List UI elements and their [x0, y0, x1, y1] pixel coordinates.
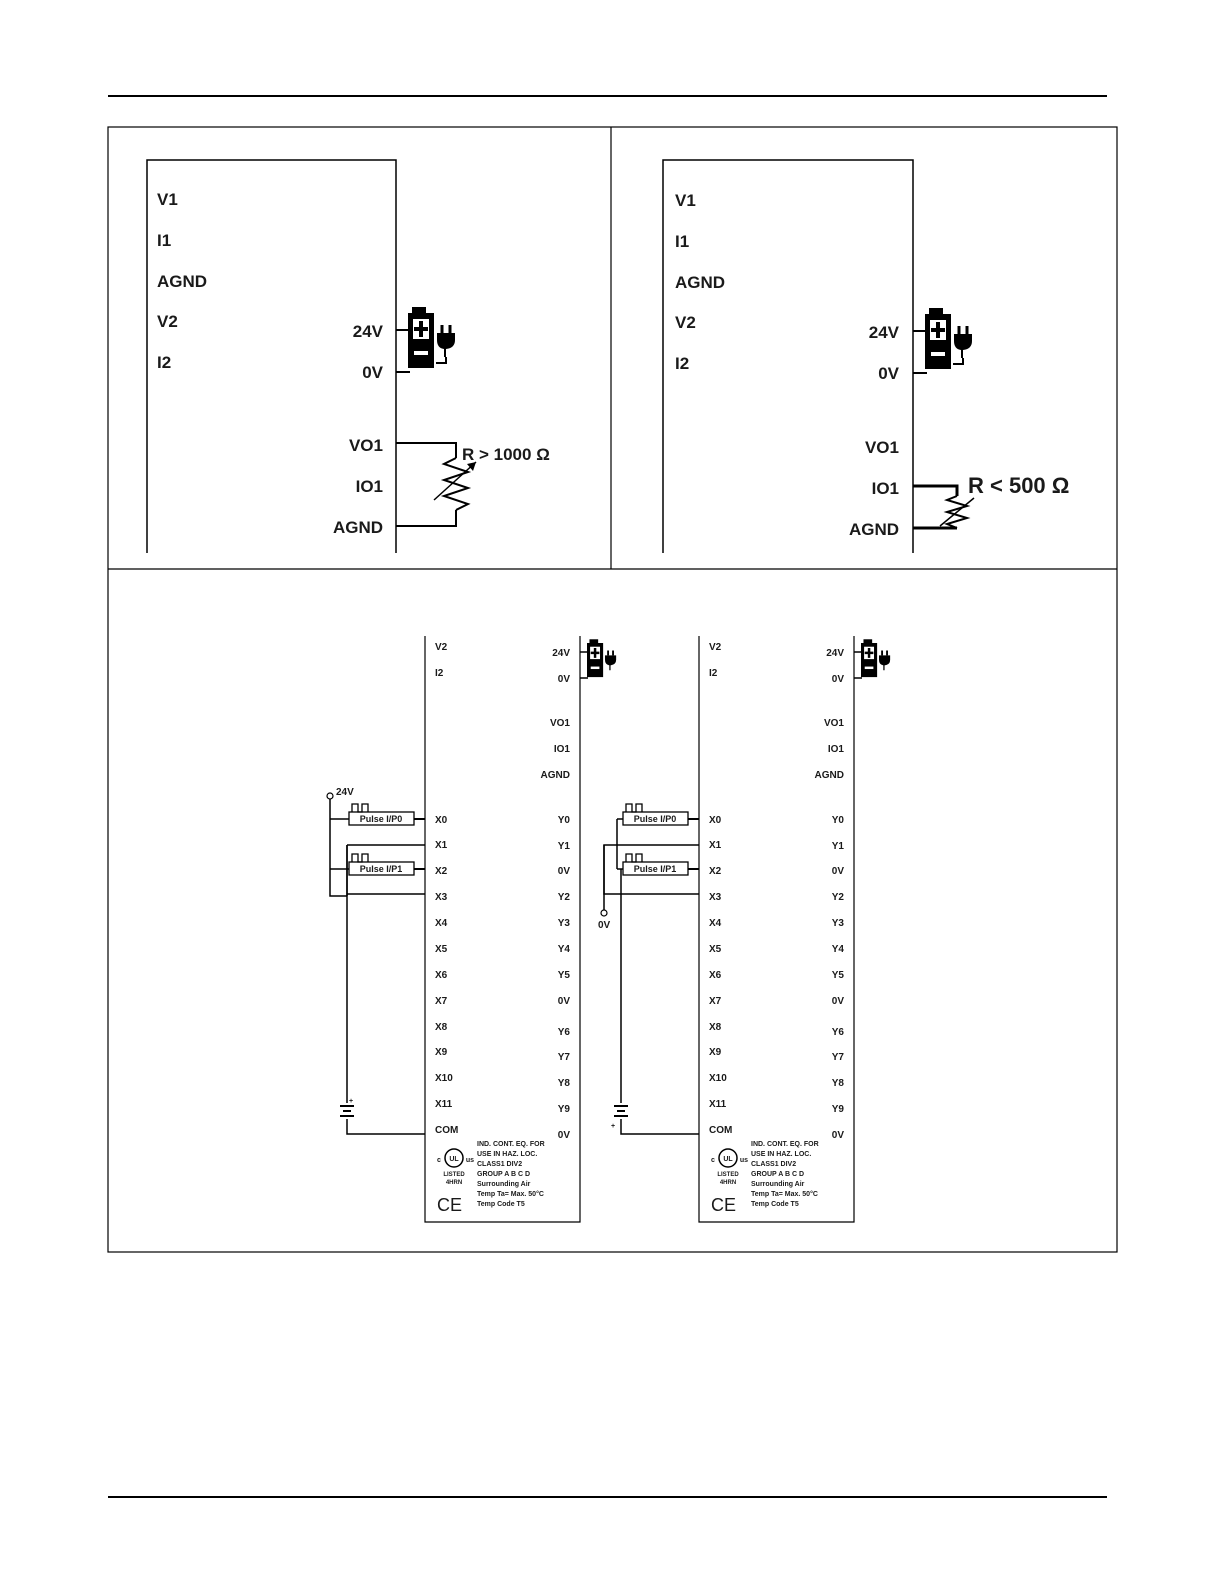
terminal-0v: 0V: [831, 674, 844, 685]
cert-line: Surrounding Air: [477, 1181, 531, 1188]
terminal-x9: X9: [709, 1047, 722, 1058]
terminal-x3: X3: [709, 892, 722, 903]
terminal-0v: 0V: [557, 866, 570, 877]
terminal-x2: X2: [435, 866, 448, 877]
ul-text: UL: [449, 1156, 459, 1163]
terminal-y2: Y2: [831, 892, 844, 903]
pulse-input-1: [349, 854, 414, 875]
cert-line: IND. CONT. EQ. FOR: [751, 1141, 819, 1148]
terminal-y7: Y7: [831, 1052, 844, 1063]
terminal-x10: X10: [709, 1073, 727, 1084]
terminal-v2: V2: [435, 642, 448, 653]
terminal-x5: X5: [709, 944, 722, 955]
terminal-y6: Y6: [831, 1027, 844, 1038]
terminal-agnd-out: AGND: [332, 518, 383, 537]
pulse-input-0: [349, 804, 414, 825]
pulse-input-0-label: Pulse I/P0: [633, 814, 677, 824]
terminal-x10: X10: [435, 1073, 453, 1084]
terminal-0v: 0V: [831, 1130, 844, 1141]
terminal-0v: 0V: [557, 996, 570, 1007]
ul-c: c: [711, 1157, 715, 1164]
terminal-v2: V2: [675, 313, 696, 332]
terminal-y9: Y9: [557, 1104, 570, 1115]
source-0v-label: 0V: [598, 920, 611, 931]
ul-listed-code: 4HRN: [719, 1180, 737, 1186]
terminal-agnd: AGND: [675, 273, 726, 292]
pulse-input-1: [623, 854, 688, 875]
pulse-input-0: [623, 804, 688, 825]
pulse-input-1-label: Pulse I/P1: [633, 864, 677, 874]
terminal-y2: Y2: [557, 892, 570, 903]
terminal-com: COM: [709, 1125, 733, 1136]
terminal-i2: I2: [709, 668, 718, 679]
terminal-io1: IO1: [553, 744, 570, 755]
terminal-0v: 0V: [557, 1130, 570, 1141]
cert-line: Temp Code T5: [477, 1201, 525, 1208]
external-wiring: [598, 804, 699, 1134]
terminal-y4: Y4: [557, 944, 570, 955]
terminal-x6: X6: [435, 970, 448, 981]
terminal-x3: X3: [435, 892, 448, 903]
cert-line: USE IN HAZ. LOC.: [751, 1151, 812, 1158]
terminal-y6: Y6: [557, 1027, 570, 1038]
ce-mark: CE: [711, 1195, 737, 1215]
terminal-y8: Y8: [557, 1078, 570, 1089]
terminal-y3: Y3: [831, 918, 844, 929]
cert-line: IND. CONT. EQ. FOR: [477, 1141, 545, 1148]
terminal-vo1: VO1: [348, 436, 383, 455]
cert-line: GROUP A B C D: [751, 1171, 805, 1178]
pulse-input-1-label: Pulse I/P1: [359, 864, 403, 874]
terminal-x5: X5: [435, 944, 448, 955]
terminal-x11: X11: [435, 1099, 453, 1110]
panel-b: [663, 160, 1069, 553]
terminal-agnd: AGND: [157, 272, 208, 291]
terminal-vo1: VO1: [864, 438, 899, 457]
terminal-x1: X1: [709, 840, 722, 851]
terminal-x11: X11: [709, 1099, 727, 1110]
source-24v-label: 24V: [336, 787, 354, 798]
ul-listed-code: 4HRN: [445, 1180, 463, 1186]
terminal-x2: X2: [709, 866, 722, 877]
wire-agnd: [396, 510, 456, 526]
terminal-24v: 24V: [868, 323, 899, 342]
terminal-x0: X0: [435, 815, 448, 826]
terminal-x6: X6: [709, 970, 722, 981]
terminal-i2: I2: [675, 354, 690, 373]
terminal-v1: V1: [675, 191, 696, 210]
terminal-y5: Y5: [831, 970, 844, 981]
terminal-24v: 24V: [352, 322, 383, 341]
resistor-b-label: R < 500 Ω: [968, 473, 1070, 498]
terminal-agnd: AGND: [814, 770, 844, 781]
terminal-x9: X9: [435, 1047, 448, 1058]
resistor-a: [444, 458, 468, 510]
terminal-vo1: VO1: [549, 718, 570, 729]
terminal-i2: I2: [157, 353, 172, 372]
wire-vo1: [396, 443, 456, 458]
terminal-x1: X1: [435, 840, 448, 851]
cert-line: USE IN HAZ. LOC.: [477, 1151, 538, 1158]
terminal-io1: IO1: [827, 744, 844, 755]
terminal-0v: 0V: [831, 866, 844, 877]
terminal-y0: Y0: [831, 815, 844, 826]
terminal-y9: Y9: [831, 1104, 844, 1115]
terminal-io1: IO1: [355, 477, 383, 496]
panel-a: [147, 160, 550, 553]
terminal-y8: Y8: [831, 1078, 844, 1089]
terminal-y1: Y1: [831, 841, 844, 852]
cert-line: Surrounding Air: [751, 1181, 805, 1188]
terminal-y0: Y0: [557, 815, 570, 826]
terminal-x7: X7: [435, 996, 448, 1007]
terminal-x7: X7: [709, 996, 722, 1007]
terminal-x8: X8: [435, 1022, 448, 1033]
terminal-x0: X0: [709, 815, 722, 826]
ul-listed-text: LISTED: [443, 1172, 465, 1178]
power-supply-icon: [408, 307, 455, 368]
terminal-0v: 0V: [362, 363, 383, 382]
external-wiring: [327, 787, 425, 1134]
cert-line: Temp Code T5: [751, 1201, 799, 1208]
terminal-com: COM: [435, 1125, 459, 1136]
resistor-a-label: R > 1000 Ω: [462, 445, 550, 464]
ul-us: us: [739, 1157, 749, 1164]
figure-frame: [108, 127, 1117, 1252]
terminal-24v: 24V: [552, 648, 570, 659]
terminal-y1: Y1: [557, 841, 570, 852]
terminal-vo1: VO1: [823, 718, 844, 729]
pulse-input-0-label: Pulse I/P0: [359, 814, 403, 824]
power-supply-icon: [925, 308, 972, 369]
terminal-0v: 0V: [557, 674, 570, 685]
terminal-x4: X4: [435, 918, 448, 929]
terminal-x4: X4: [709, 918, 722, 929]
pulse-wiring-sink: [598, 636, 890, 1222]
terminal-x8: X8: [709, 1022, 722, 1033]
cert-line: CLASS1 DIV2: [477, 1161, 523, 1168]
ul-c: c: [437, 1157, 441, 1164]
terminal-y5: Y5: [557, 970, 570, 981]
terminal-0v: 0V: [878, 364, 899, 383]
terminal-agnd: AGND: [540, 770, 570, 781]
ul-listed-text: LISTED: [717, 1172, 739, 1178]
cert-line: GROUP A B C D: [477, 1171, 531, 1178]
power-supply-icon: [861, 639, 890, 677]
terminal-v2: V2: [157, 312, 178, 331]
terminal-i2: I2: [435, 668, 444, 679]
ul-listed-mark: [711, 1149, 748, 1186]
terminal-i1: I1: [157, 231, 172, 250]
terminal-y7: Y7: [557, 1052, 570, 1063]
power-supply-icon: [587, 639, 616, 677]
wire-io1: [913, 486, 957, 496]
terminal-i1: I1: [675, 232, 690, 251]
battery-plus: +: [611, 1123, 616, 1130]
terminal-io1: IO1: [871, 479, 899, 498]
cert-line: Temp Ta= Max. 50°C: [477, 1191, 544, 1198]
terminal-agnd-out: AGND: [848, 520, 899, 539]
ul-us: us: [465, 1157, 475, 1164]
cert-line: Temp Ta= Max. 50°C: [751, 1191, 818, 1198]
ul-text: UL: [723, 1156, 733, 1163]
pulse-wiring-source: [327, 636, 616, 1222]
terminal-v2: V2: [709, 642, 722, 653]
terminal-0v: 0V: [831, 996, 844, 1007]
cert-line: CLASS1 DIV2: [751, 1161, 797, 1168]
ce-mark: CE: [437, 1195, 463, 1215]
terminal-v1: V1: [157, 190, 178, 209]
terminal-24v: 24V: [826, 648, 844, 659]
battery-plus: +: [349, 1098, 354, 1105]
terminal-y3: Y3: [557, 918, 570, 929]
terminal-y4: Y4: [831, 944, 844, 955]
ul-listed-mark: [437, 1149, 474, 1186]
